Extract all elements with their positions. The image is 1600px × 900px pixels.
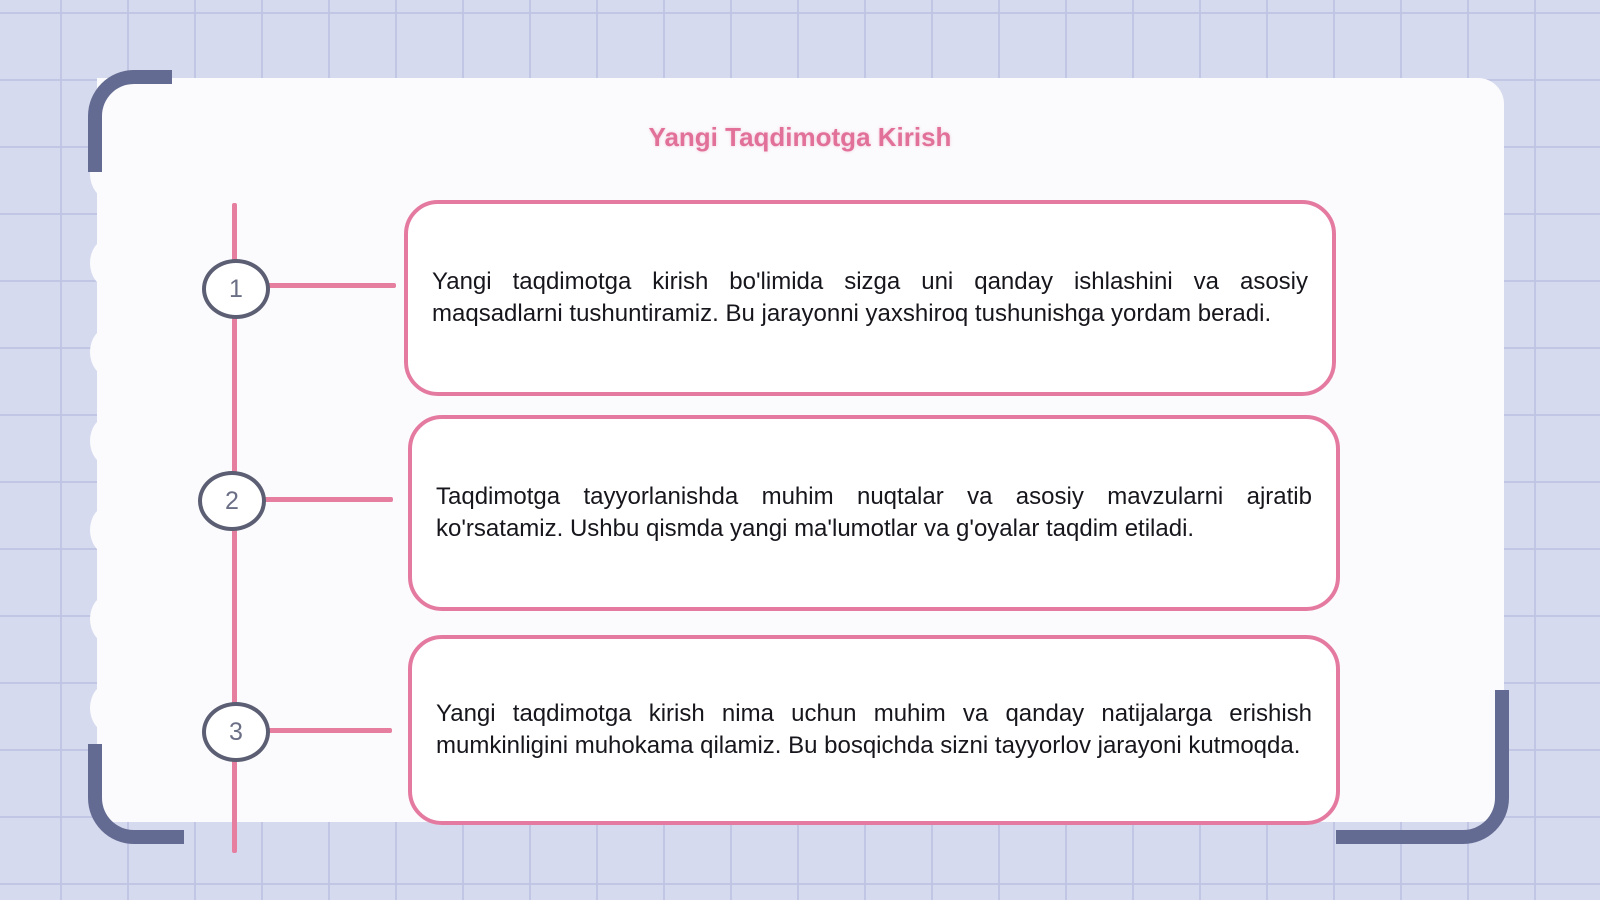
timeline-connector-3: [262, 728, 392, 733]
frame-corner-bottom-left: [88, 744, 184, 844]
step-card-2: [408, 415, 1340, 611]
notebook-scallop: [90, 328, 126, 376]
step-card-1: [404, 200, 1336, 396]
notebook-scallop: [90, 595, 126, 643]
frame-corner-top-left: [88, 70, 172, 172]
notebook-scallop: [90, 684, 126, 732]
slide-title: Yangi Taqdimotga Kirish: [648, 122, 952, 152]
step-text-3: Yangi taqdimotga kirish nima uchun muhim va qanday natijalarga erishish mumkinligini muhokama qilamiz. Bu bosqichda sizni tayyorlov jarayoni kutmoqda.: [436, 700, 1312, 759]
timeline-connector-1: [262, 283, 396, 288]
frame-corner-bottom-right: [1336, 690, 1509, 844]
step-number-3: 3: [202, 702, 270, 762]
timeline-connector-2: [258, 497, 393, 502]
step-text-2: Taqdimotga tayyorlanishda muhim nuqtalar va asosiy mavzularni ajratib ko'rsatamiz. Ushbu qismda yangi ma'lumotlar va g'oyalar taqdim etiladi.: [436, 483, 1312, 542]
notebook-scallop: [90, 506, 126, 554]
notebook-scallop: [90, 417, 126, 465]
step-text-1: Yangi taqdimotga kirish bo'limida sizga uni qanday ishlashini va asosiy maqsadlarni tushuntiramiz. Bu jarayonni yaxshiroq tushunishga yordam beradi.: [432, 268, 1308, 327]
step-number-2: 2: [198, 471, 266, 531]
notebook-scallop: [90, 239, 126, 287]
step-number-1: 1: [202, 259, 270, 319]
step-card-3: [408, 635, 1340, 825]
